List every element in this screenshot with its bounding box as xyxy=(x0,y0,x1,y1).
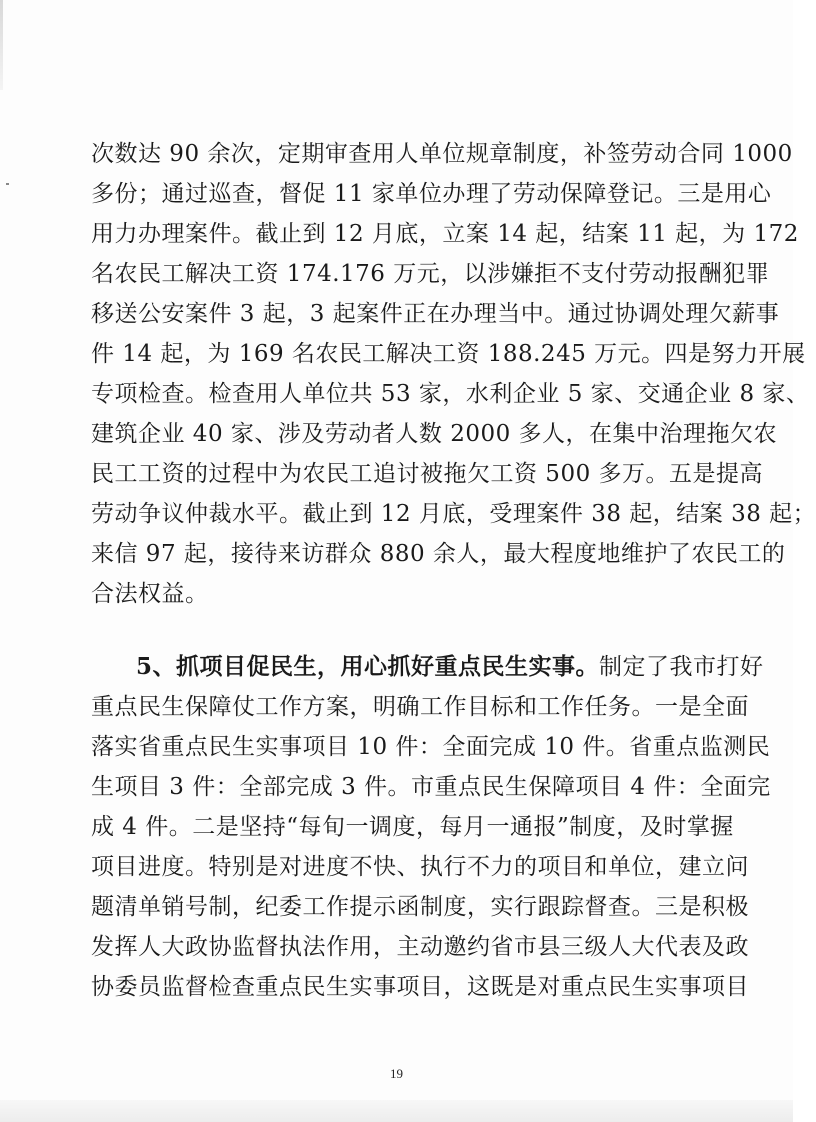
text-line: 民工工资的过程中为农民工追讨被拖欠工资 500 多万。五是提高 xyxy=(91,461,764,487)
text-line: 件 14 起，为 169 名农民工解决工资 188.245 万元。四是努力开展 xyxy=(91,341,806,367)
text-line: 协委员监督检查重点民生实事项目，这既是对重点民生实事项目 xyxy=(91,974,749,1000)
text-line: 移送公安案件 3 起，3 起案件正在办理当中。通过协调处理欠薪事 xyxy=(91,301,780,327)
text-line: 成 4 件。二是坚持“每旬一调度，每月一通报”制度，及时掌握 xyxy=(91,814,734,840)
scan-edge-shadow xyxy=(0,0,3,90)
scan-bottom-shadow xyxy=(0,1100,793,1122)
text-line: 重点民生保障仗工作方案，明确工作目标和工作任务。一是全面 xyxy=(91,694,749,720)
text-line: 多份；通过巡查，督促 11 家单位办理了劳动保障登记。三是用心 xyxy=(91,181,772,207)
text-line: 名农民工解决工资 174.176 万元，以涉嫌拒不支付劳动报酬犯罪 xyxy=(91,261,770,287)
text-line: 专项检查。检查用人单位共 53 家，水利企业 5 家、交通企业 8 家、 xyxy=(91,381,810,407)
text-line: 项目进度。特别是对进度不快、执行不力的项目和单位，建立问 xyxy=(91,854,749,880)
text-line: 落实省重点民生实事项目 10 件：全面完成 10 件。省重点监测民 xyxy=(91,734,771,760)
section-heading: 5、抓项目促民生，用心抓好重点民生实事。 xyxy=(136,653,600,680)
text-line: 生项目 3 件：全部完成 3 件。市重点民生保障项目 4 件：全面完 xyxy=(91,774,771,800)
text-line: 用力办理案件。截止到 12 月底，立案 14 起，结案 11 起，为 172 xyxy=(91,221,799,247)
text-line: 建筑企业 40 家、涉及劳动者人数 2000 多人，在集中治理拖欠农 xyxy=(91,421,778,447)
text-line: 发挥人大政协监督执法作用，主动邀约省市县三级人大代表及政 xyxy=(91,934,749,960)
text-line: 劳动争议仲裁水平。截止到 12 月底，受理案件 38 起，结案 38 起； xyxy=(91,501,816,527)
heading-continuation: 制定了我市打好 xyxy=(599,654,764,680)
scan-speck xyxy=(6,183,9,185)
text-line: 合法权益。 xyxy=(91,581,209,607)
text-line: 次数达 90 余次，定期审查用人单位规章制度，补签劳动合同 1000 xyxy=(91,141,793,167)
text-line: 来信 97 起，接待来访群众 880 余人，最大程度地维护了农民工的 xyxy=(91,541,786,567)
text-line-first xyxy=(136,647,764,687)
page-number: 19 xyxy=(390,1066,403,1081)
text-line: 题清单销号制，纪委工作提示函制度，实行跟踪督查。三是积极 xyxy=(91,894,749,920)
